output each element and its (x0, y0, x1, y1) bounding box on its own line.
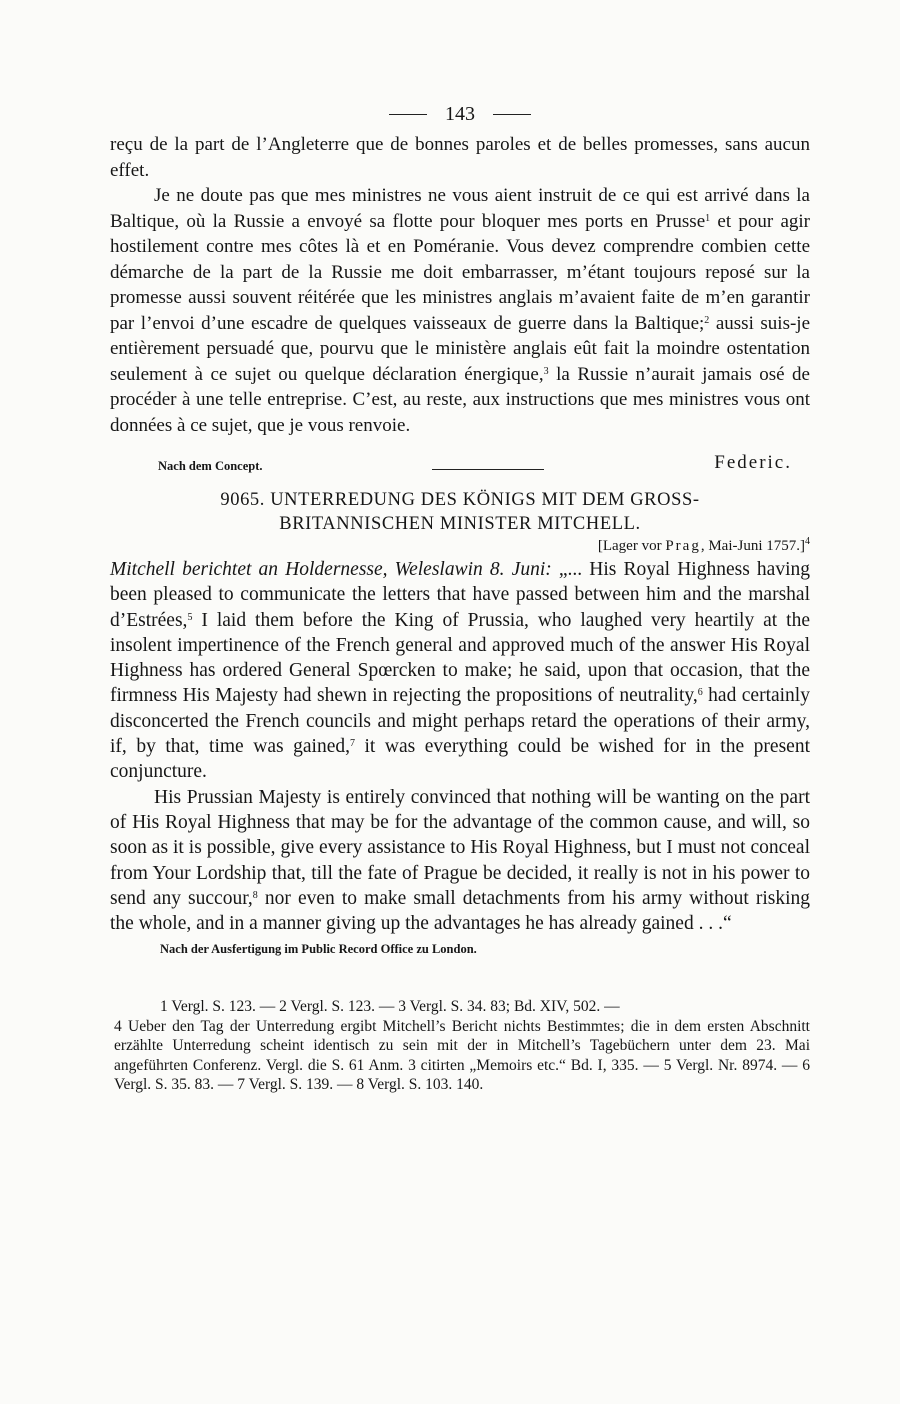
signature-row (110, 440, 810, 474)
footnote-ref-1: 1 (705, 212, 711, 224)
footnotes (110, 997, 810, 1095)
footnote-ref-4: 4 (805, 536, 810, 547)
dateline-place: Prag (665, 538, 701, 554)
book-page (110, 96, 810, 1095)
entry-heading-line-1: 9065. UNTERREDUNG DES KÖNIGS MIT DEM GROSS- (220, 490, 700, 510)
source-note-record-office: Nach der Ausfertigung im Public Record Office zu London. (160, 942, 477, 957)
entry-dateline: [Lager vor Prag, Mai-Juni 1757.]$^4$ (597, 536, 810, 554)
page-number: 143 (445, 102, 475, 125)
footnote-ref-3: 3 (543, 365, 549, 377)
page-header (110, 96, 810, 132)
signature: Federic. (714, 452, 792, 473)
entry-paragraph-1: Mitchell berichtet an Holdernesse, Weleslawin 8. Juni: „... His Royal Highness having been pleased to communicate the letters that have passed between him and the marshal d’Estrées,$^5$ I laid them before the King of Prussia, who laughed very heartily at the insolent impertinence of the French general and approved much of the answer His Royal Highness has ordered General Spœrcken to make; he said, upon that occasion, that the firmness His Majesty had shewn in rejecting the propositions of neutrality,$^6$ had certainly disconcerted the French councils and might perhaps retard the operations of their army, if, by that, time was gained,$^7$ it was everything could be wished for in the present conjuncture. (110, 559, 810, 783)
entry-heading (110, 488, 810, 536)
entry-body (110, 557, 810, 936)
entry-paragraph-2: His Prussian Majesty is entirely convinced that nothing will be wanting on the part of His Royal Highness that may be for the advantage of the common cause, and will, so soon as it is possible, give every assistance to His Royal Highness, but I must not conceal from Your Lordship that, till the fate of Prague be decided, it really is not in his power to send any succour,$^8$ nor even to make small detachments from his army without risking the whole, and in a manner giving up the advantages he has already gained . . .“ (110, 786, 811, 935)
footnote-line-1: 1 Vergl. S. 123. — 2 Vergl. S. 123. — 3 Vergl. S. 34. 83; Bd. XIV, 502. — (160, 998, 620, 1016)
footnote-ref-8: 8 (252, 889, 258, 901)
section-divider (432, 469, 544, 470)
footnote-ref-5: 5 (187, 611, 193, 623)
source-note-concept: Nach dem Concept. (158, 459, 263, 473)
entry-lead: Mitchell berichtet an Holdernesse, Weleslawin 8. Juni: (110, 559, 552, 580)
footnote-ref-2: 2 (704, 314, 710, 326)
letter-paragraph-1: reçu de la part de l’Angleterre que de bonnes paroles et de belles promesses, sans aucun effet. (110, 134, 810, 181)
letter-paragraph-2: Je ne doute pas que mes ministres ne vous aient instruit de ce qui est arrivé dans la Baltique, où la Russie a envoyé sa flotte pour bloquer mes ports en Prusse$^1$ et pour agir hostilement contre mes côtes là et en Poméranie. Vous devez comprendre combien cette démarche de la part de la Russie me doit embarrasser, m’étant toujours reposé sur la promesse aussi souvent réitérée que les ministres anglais m’avaient faite de m’en garantir par l’envoi d’une escadre de quelques vaisseaux de guerre dans la Baltique;$^2$ aussi suis-je entièrement persuadé que, pourvu que le ministère anglais eût fait la moindre ostentation seulement à ce sujet ou quelque déclaration énergique,$^3$ la Russie n’aurait jamais osé de procéder à une telle entreprise. C’est, au reste, aux instructions que mes ministres vous ont données à ce sujet, que je vous renvoie. (110, 185, 810, 436)
footnote-ref-7: 7 (349, 738, 355, 750)
header-rule-left (389, 114, 427, 115)
entry-heading-line-2: BRITANNISCHEN MINISTER MITCHELL. (279, 514, 641, 534)
footnote-ref-6: 6 (697, 687, 703, 699)
footnote-line-2: 4 Ueber den Tag der Unterredung ergibt Mitchell’s Bericht nichts Bestimmtes; die in dem ersten Abschnitt erzählte Unterredung scheint identisch zu sein mit der in Mitchell’s Tagebüchern unter dem 23. Mai angeführten Conferenz. Vergl. die S. 61 Anm. 3 citirten „Memoirs etc.“ Bd. I, 335. — 5 Vergl. Nr. 8974. — 6 Vergl. S. 35. 83. — 7 Vergl. S. 139. — 8 Vergl. S. 103. 140. (114, 1017, 810, 1094)
header-rule-right (493, 114, 531, 115)
